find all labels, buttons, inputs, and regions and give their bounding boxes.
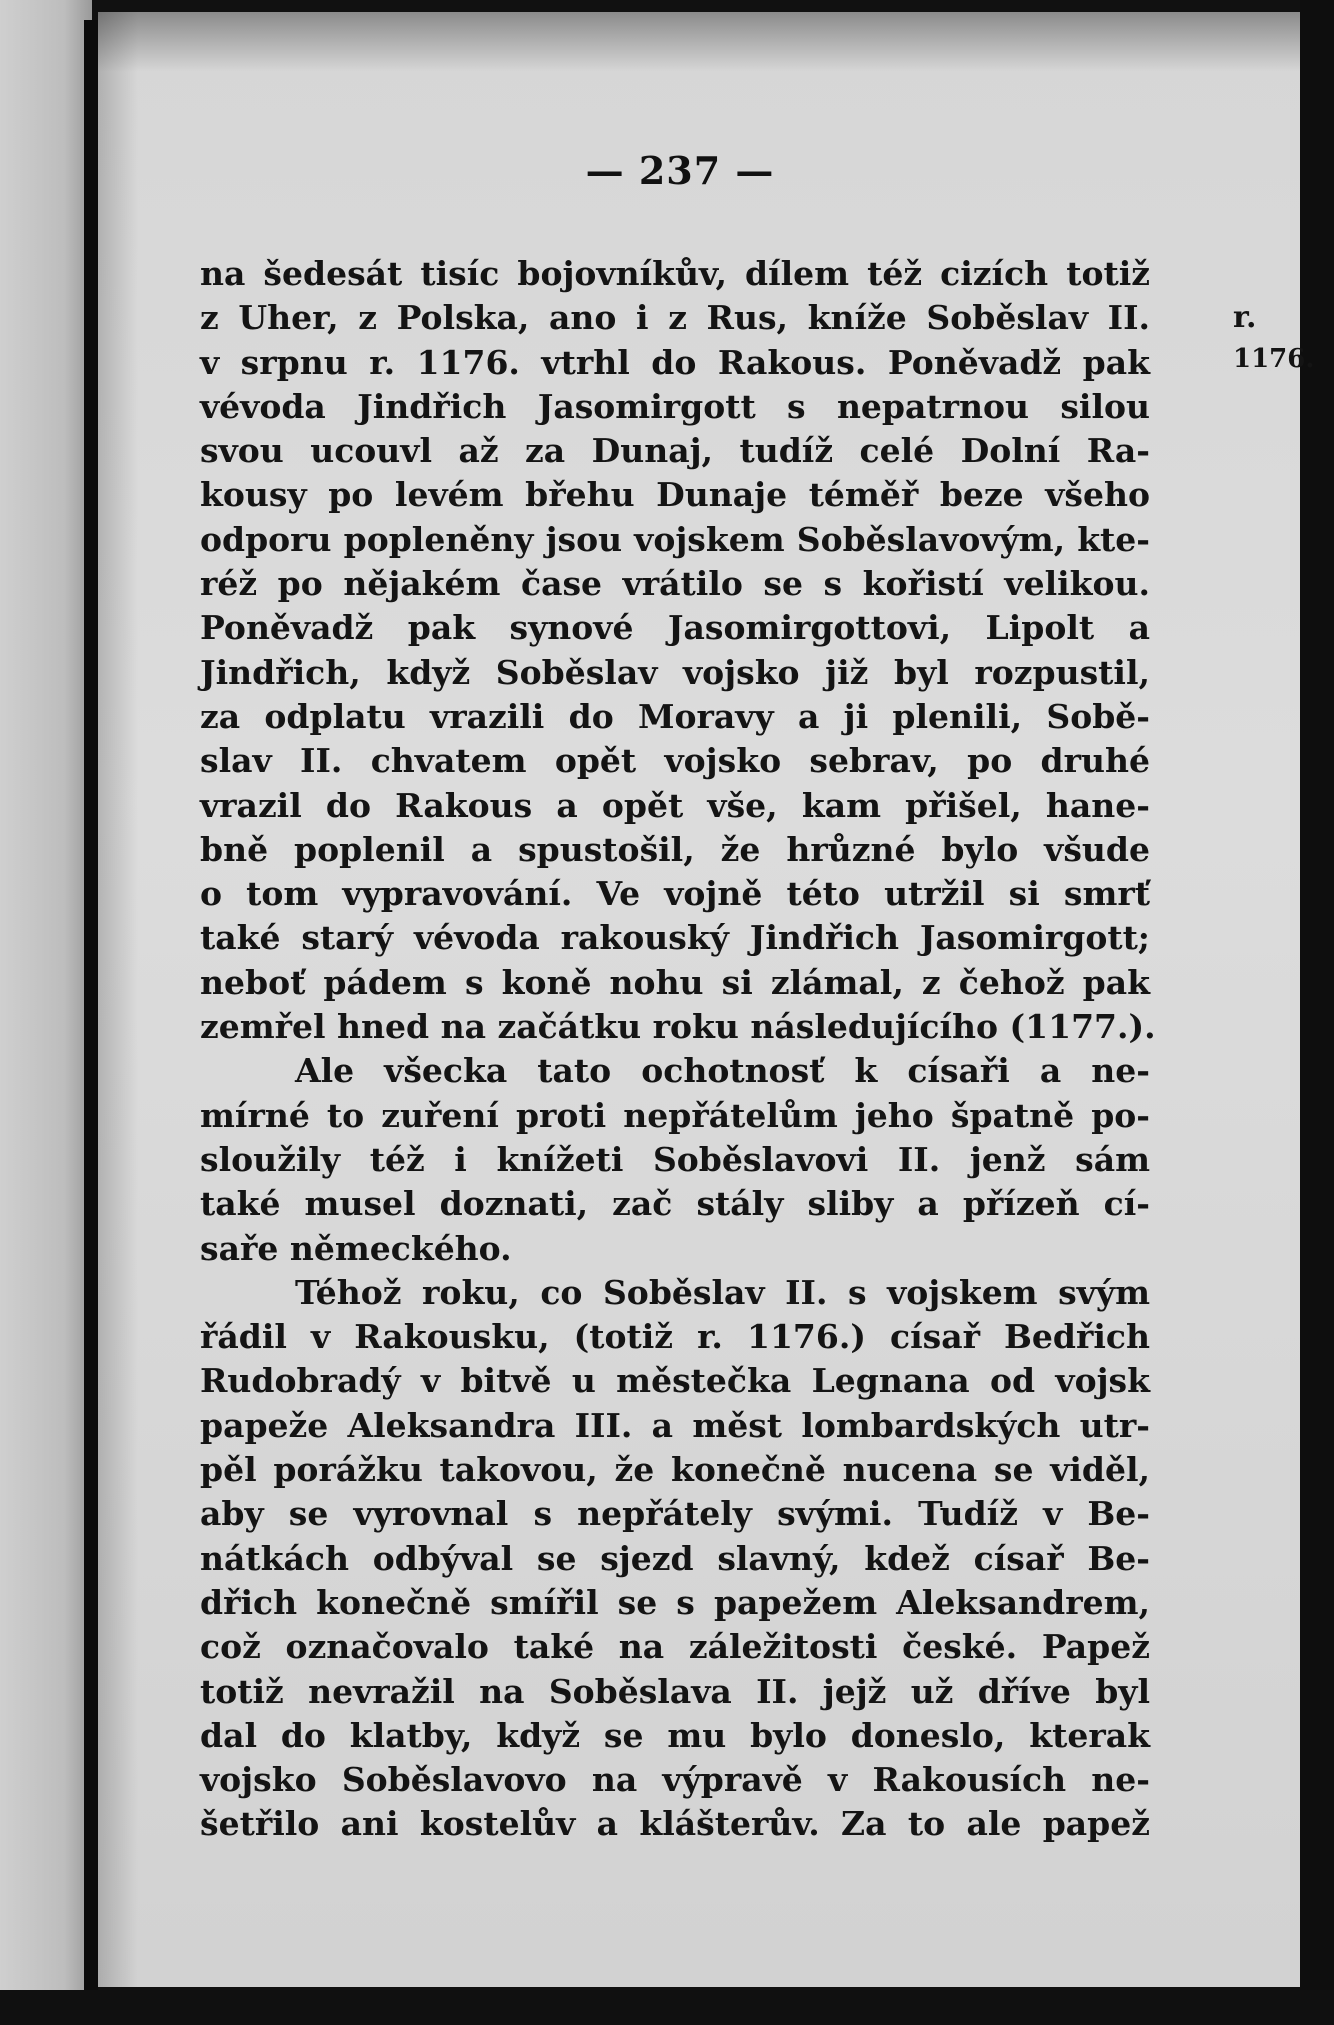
- text-line: což označovalo také na záležitosti české. Papež: [200, 1627, 1150, 1667]
- text-line: nátkách odbýval se sjezd slavný, kdež císař Be-: [200, 1538, 1150, 1578]
- text-line: sloužily též i knížeti Soběslavovi II. jenž sám: [200, 1139, 1150, 1179]
- text-line: aby se vyrovnal s nepřátely svými. Tudíž v Be-: [200, 1494, 1150, 1534]
- text-line: bně poplenil a spustošil, že hrůzné bylo všude: [200, 829, 1150, 869]
- text-line: svou ucouvl až za Dunaj, tudíž celé Dolní Ra-: [200, 431, 1150, 471]
- text-line: totiž nevražil na Soběslava II. jejž už dříve byl: [200, 1671, 1150, 1711]
- text-line: vévoda Jindřich Jasomirgott s nepatrnou silou: [200, 386, 1150, 426]
- text-line: odporu popleněny jsou vojskem Soběslavovým, kte-: [200, 519, 1150, 559]
- text-line: zemřel hned na začátku roku následujícího (1177.).: [200, 1007, 1156, 1047]
- text-line: slav II. chvatem opět vojsko sebrav, po druhé: [200, 741, 1150, 781]
- text-line: řádil v Rakousku, (totiž r. 1176.) císař Bedřich: [200, 1317, 1150, 1357]
- text-line: z Uher, z Polska, ano i z Rus, kníže Soběslav II.: [200, 298, 1150, 338]
- text-line: na šedesát tisíc bojovníkův, dílem též cizích totiž: [200, 254, 1150, 293]
- text-line: Rudobradý v bitvě u městečka Legnana od vojsk: [200, 1361, 1150, 1401]
- text-line: vrazil do Rakous a opět vše, kam přišel, hane-: [200, 785, 1150, 825]
- text-line: také musel doznati, zač stály sliby a přízeň cí-: [200, 1184, 1150, 1224]
- previous-page-edge: [0, 0, 92, 2025]
- body-text: [200, 252, 1156, 1847]
- book-binding-shadow: [84, 20, 98, 1995]
- text-line: také starý vévoda rakouský Jindřich Jasomirgott;: [200, 918, 1150, 958]
- scan-right-edge: [1300, 0, 1334, 2025]
- text-line: mírné to zuření proti nepřátelům jeho špatně po-: [200, 1095, 1150, 1135]
- text-line: vojsko Soběslavovo na výpravě v Rakousích ne-: [200, 1760, 1150, 1800]
- text-line: réž po nějakém čase vrátilo se s kořistí velikou.: [200, 564, 1150, 604]
- text-line: za odplatu vrazili do Moravy a ji plenili, Sobě-: [200, 696, 1150, 736]
- margin-note-year-prefix: r.: [1233, 300, 1257, 335]
- text-line: dal do klatby, když se mu bylo doneslo, kterak: [200, 1715, 1150, 1755]
- text-line: Jindřich, když Soběslav vojsko již byl rozpustil,: [200, 652, 1150, 692]
- text-line: v srpnu r. 1176. vtrhl do Rakous. Poněvadž pak: [200, 342, 1150, 382]
- text-line: o tom vypravování. Ve vojně této utržil si smrť: [200, 874, 1150, 914]
- text-line: neboť pádem s koně nohu si zlámal, z čehož pak: [200, 962, 1150, 1002]
- text-line: papeže Aleksandra III. a měst lombardských utr-: [200, 1405, 1150, 1445]
- top-shadow: [98, 12, 1323, 72]
- text-line: saře německého.: [200, 1228, 512, 1268]
- text-line: pěl porážku takovou, že konečně nucena se viděl,: [200, 1450, 1150, 1490]
- scan-bottom-edge: [0, 1990, 1334, 2025]
- text-line: Poněvadž pak synové Jasomirgottovi, Lipolt a: [200, 608, 1150, 648]
- gutter-shadow: [98, 12, 138, 1987]
- text-line: kousy po levém břehu Dunaje téměř beze všeho: [200, 475, 1150, 515]
- text-line: šetřilo ani kostelův a klášterův. Za to ale papež: [200, 1804, 1150, 1844]
- text-line: Téhož roku, co Soběslav II. s vojskem svým: [295, 1272, 1150, 1312]
- page-number: — 237 —: [585, 148, 775, 193]
- text-line: Ale všecka tato ochotnosť k císaři a ne-: [295, 1051, 1150, 1091]
- text-line: dřich konečně smířil se s papežem Aleksandrem,: [200, 1582, 1150, 1622]
- margin-note-year: 1176.: [1233, 344, 1315, 374]
